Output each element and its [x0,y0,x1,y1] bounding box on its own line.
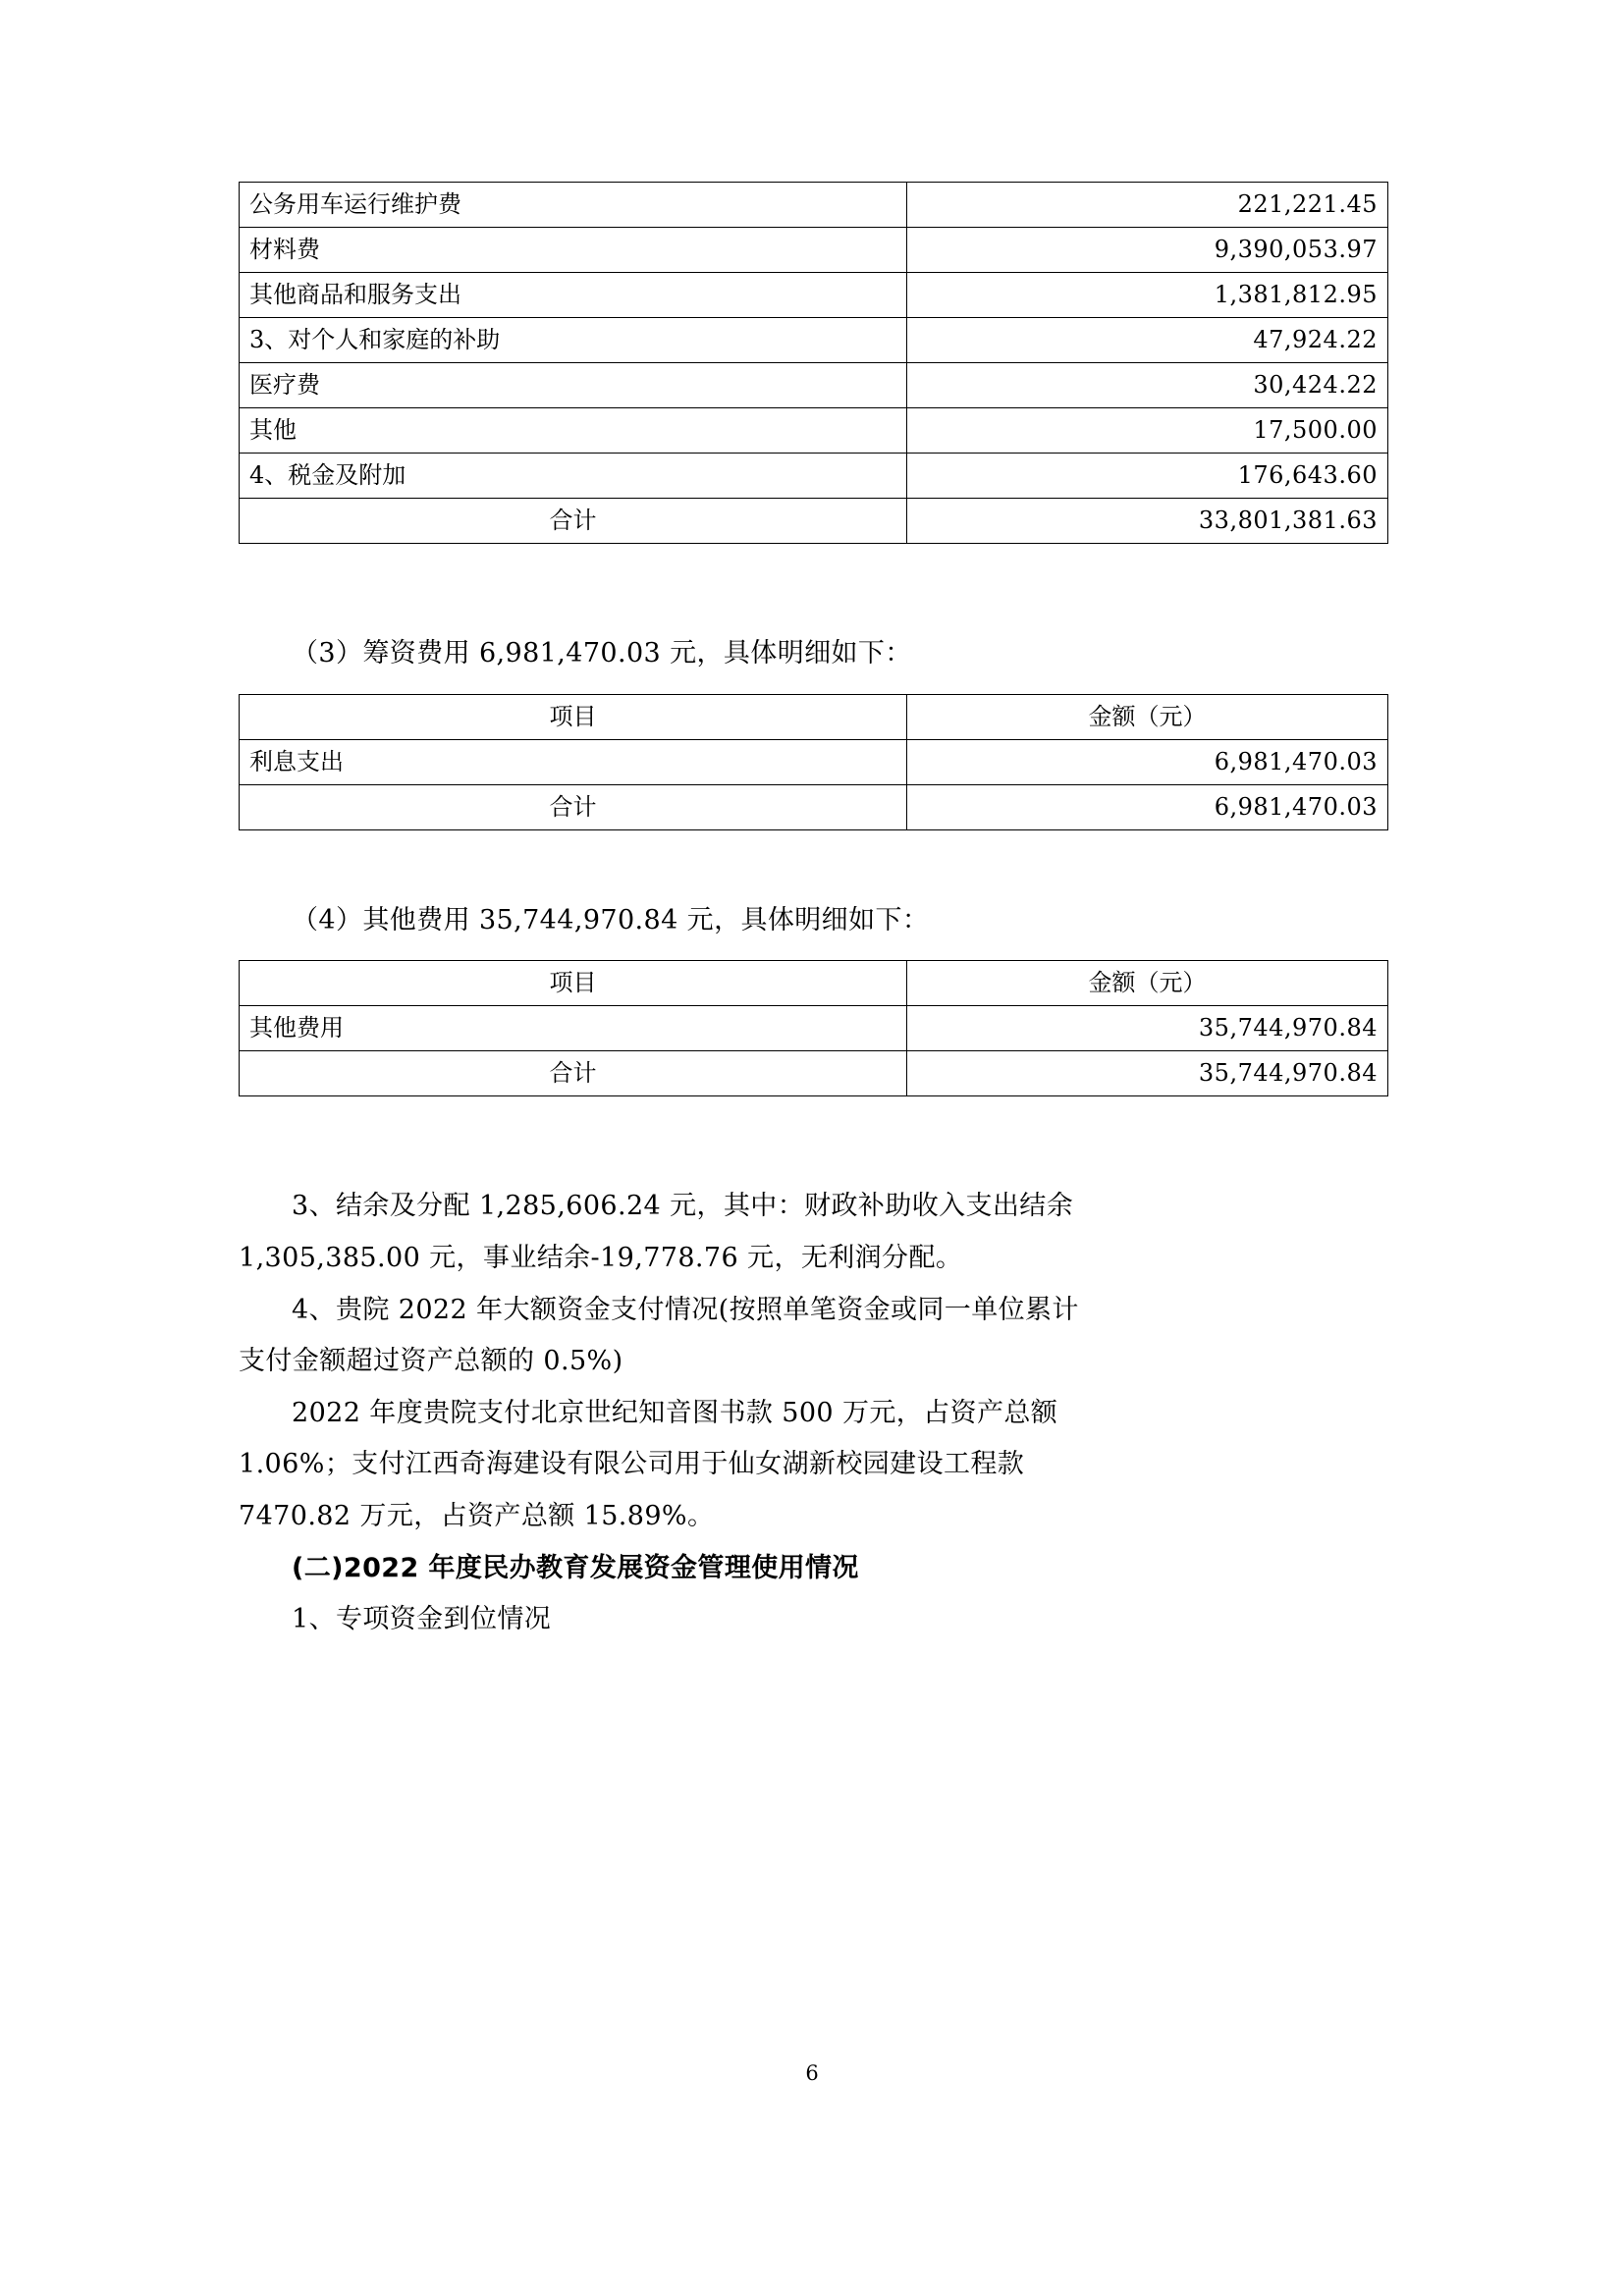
paragraph-large-payments: 4、贵院 2022 年大额资金支付情况(按照单笔资金或同一单位累计 [292,1294,1079,1325]
table-header-row [240,961,1388,1006]
spacer [239,830,1387,895]
table-row [240,318,1388,363]
row-label: 其他商品和服务支出 [240,273,907,318]
row-amount: 1,381,812.95 [907,273,1388,318]
column-header-amount: 金额（元） [907,694,1388,739]
row-label: 合计 [240,499,907,544]
row-amount: 47,924.22 [907,318,1388,363]
table-row [240,454,1388,499]
section-heading-two: (二)2022 年度民办教育发展资金管理使用情况 [292,1552,859,1583]
spacer [239,1096,1387,1181]
paragraph-payment-details: 2022 年度贵院支付北京世纪知音图书款 500 万元，占资产总额 [292,1397,1058,1428]
row-label: 其他费用 [240,1006,907,1051]
table-row [240,363,1388,408]
row-amount: 176,643.60 [907,454,1388,499]
row-amount: 221,221.45 [907,183,1388,228]
table-row [240,183,1388,228]
row-label: 材料费 [240,228,907,273]
table-header-row [240,694,1388,739]
row-label: 利息支出 [240,739,907,784]
table-row [240,739,1388,784]
row-label: 合计 [240,784,907,829]
row-label: 医疗费 [240,363,907,408]
table-expense-detail [239,182,1388,544]
row-label: 合计 [240,1051,907,1096]
paragraph-payment-details-cont1: 1.06%；支付江西奇海建设有限公司用于仙女湖新校园建设工程款 [239,1449,1025,1480]
table-row-total [240,499,1388,544]
paragraph-large-payments-cont: 支付金额超过资产总额的 0.5%) [239,1346,623,1377]
paragraph-surplus-cont: 1,305,385.00 元，事业结余-19,778.76 元，无利润分配。 [239,1242,963,1273]
row-label: 公务用车运行维护费 [240,183,907,228]
table-other-expenses [239,960,1388,1096]
page-number: 6 [805,2061,819,2085]
section-4-caption: （4）其他费用 35,744,970.84 元，具体明细如下： [292,904,930,935]
column-header-item: 项目 [240,961,907,1006]
table-financing-cost [239,694,1388,830]
row-label: 其他 [240,408,907,454]
row-amount: 30,424.22 [907,363,1388,408]
table-row [240,408,1388,454]
row-amount: 9,390,053.97 [907,228,1388,273]
row-label: 3、对个人和家庭的补助 [240,318,907,363]
row-label: 4、税金及附加 [240,454,907,499]
column-header-item: 项目 [240,694,907,739]
table-row [240,1006,1388,1051]
row-amount: 6,981,470.03 [907,784,1388,829]
table-row-total [240,1051,1388,1096]
spacer [239,544,1387,628]
paragraph-payment-details-cont2: 7470.82 万元，占资产总额 15.89%。 [239,1501,715,1532]
column-header-amount: 金额（元） [907,961,1388,1006]
table-row [240,273,1388,318]
row-amount: 6,981,470.03 [907,739,1388,784]
table-row-total [240,784,1388,829]
row-amount: 35,744,970.84 [907,1051,1388,1096]
page-content [239,182,1387,1646]
paragraph-surplus: 3、结余及分配 1,285,606.24 元，其中：财政补助收入支出结余 [292,1191,1074,1222]
paragraph-special-funds: 1、专项资金到位情况 [292,1604,552,1635]
section-3-caption: （3）筹资费用 6,981,470.03 元，具体明细如下： [292,638,912,668]
row-amount: 17,500.00 [907,408,1388,454]
row-amount: 33,801,381.63 [907,499,1388,544]
row-amount: 35,744,970.84 [907,1006,1388,1051]
table-row [240,228,1388,273]
